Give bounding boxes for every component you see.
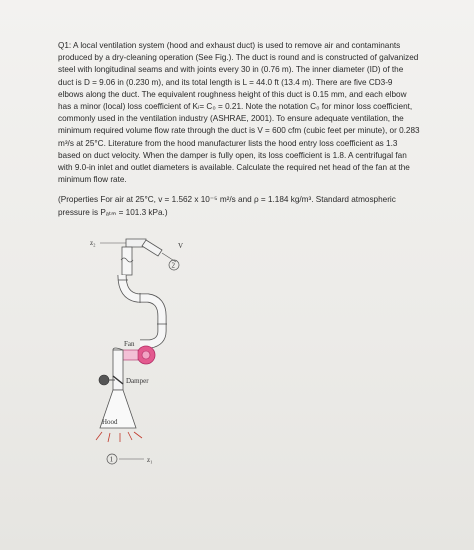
damper-label: Damper <box>126 377 149 385</box>
duct-diagram <box>82 236 202 466</box>
inflow-arrow-1 <box>96 432 102 440</box>
s-duct-fill <box>122 275 162 331</box>
velocity-label: V <box>178 242 184 250</box>
problem-statement <box>58 40 420 219</box>
fan-hub <box>142 351 150 359</box>
station-1-label: 1 <box>109 455 114 464</box>
fan-duct-fill <box>140 331 162 344</box>
fan-label: Fan <box>124 340 135 348</box>
inflow-arrow-2 <box>108 433 110 442</box>
station-2-label: 2 <box>171 261 175 270</box>
properties-note: (Properties For air at 25°C, v = 1.562 x 10⁻⁵ m²/s and ρ = 1.184 kg/m³. Standard atmospheric pressure is Pₐₜₘ = 101.3 kPa.) <box>58 195 396 217</box>
inflow-arrow-5 <box>134 432 142 438</box>
z2-label: z₂ <box>90 239 96 247</box>
upper-duct <box>122 247 132 275</box>
inflow-arrow-4 <box>128 432 132 440</box>
ventilation-figure <box>82 236 202 466</box>
fan-inlet <box>122 350 138 360</box>
damper-knob <box>99 375 109 385</box>
problem-paragraph <box>58 40 420 186</box>
outlet-duct <box>142 240 162 256</box>
problem-text: A local ventilation system (hood and exhaust duct) is used to remove air and contaminants produced by a dry-cleaning operation (See Fig.). The duct is round and is constructed of galvanized steel with longitudinal seams and with joints every 30 in (0.76 m). The inner diameter (ID) of the duct is D = 9.06 in (0.230 m), and its total length is L = 44.0 ft (13.4 m). There are five CD3-9 elbows along the duct. The equivalent roughness height of this duct is 0.15 mm, and each elbow has a minor (local) loss coefficient of Kₗ= C₀ = 0.21. Note the notation C₀ for minor loss coefficient, commonly used in the ventilation industry (ASHRAE, 2001). To ensure adequate ventilation, the minimum required volume flow rate through the duct is V = 600 cfm (cubic feet per minute), or 0.283 m³/s at 25°C. Literature from the hood manufacturer lists the hood entry loss coefficient as 1.3 based on duct velocity. When the damper is fully open, its loss coefficient is 1.8. A centrifugal fan with 9.0-in inlet and outlet diameters is available. Calculate the required net head of the fan at the minimum flow rate. <box>58 41 420 185</box>
lower-duct <box>113 350 123 390</box>
question-label: Q1: <box>58 41 72 50</box>
z1-label: z₁ <box>147 456 153 464</box>
hood-label: Hood <box>102 418 118 426</box>
